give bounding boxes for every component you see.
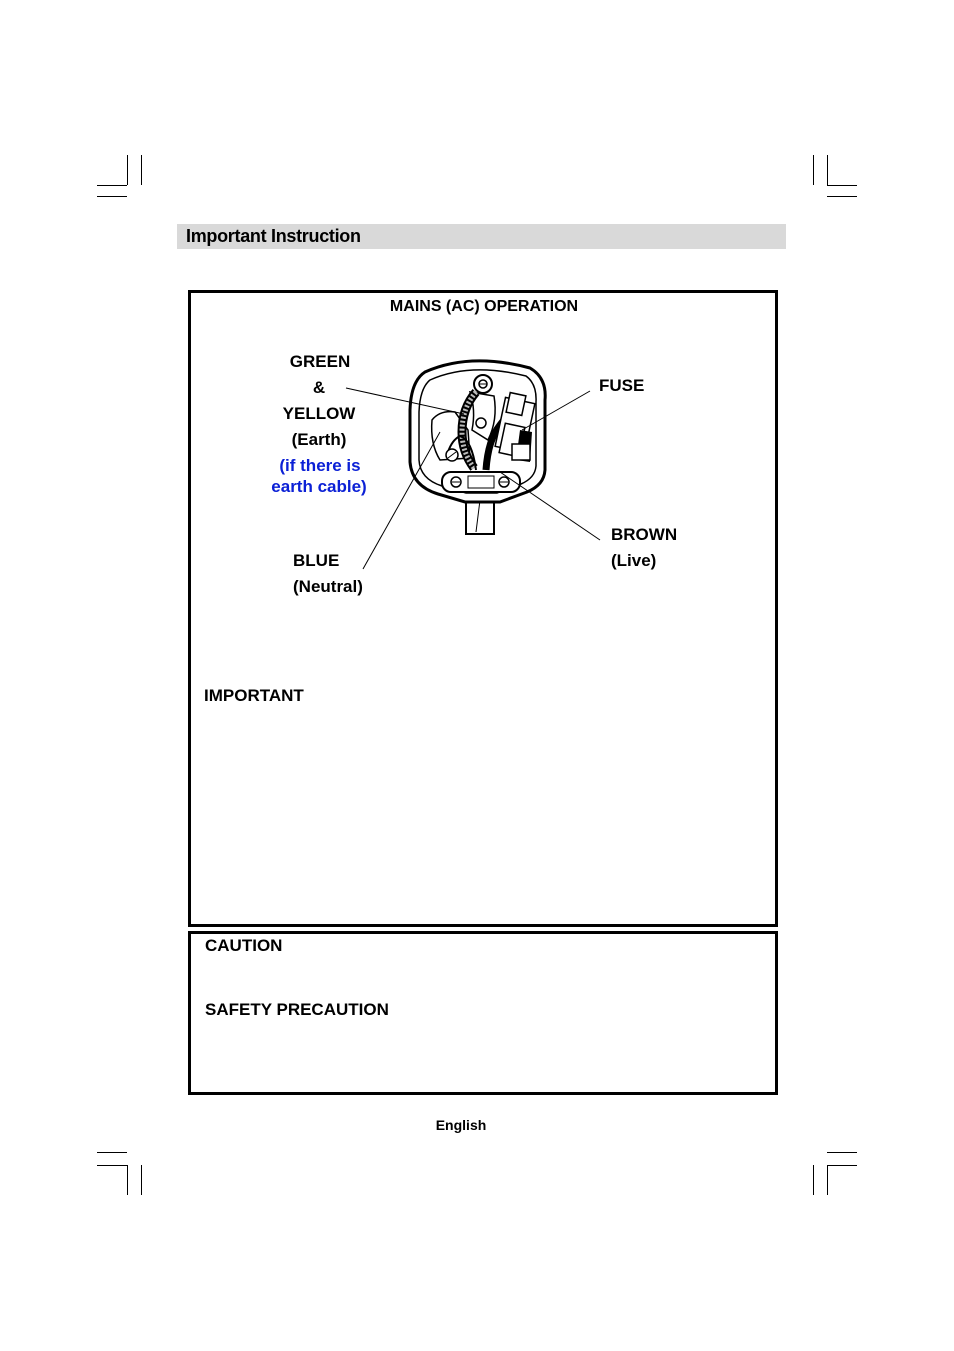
safety-precaution-heading: SAFETY PRECAUTION	[205, 1000, 389, 1019]
label-brown: BROWN	[611, 525, 678, 544]
mains-heading: MAINS (AC) OPERATION	[389, 298, 579, 315]
label-neutral: (Neutral)	[293, 577, 363, 596]
label-live: (Live)	[611, 551, 657, 570]
footer-language: English	[435, 1117, 487, 1133]
label-if-there-is: (if there is	[279, 456, 361, 475]
leader-blue	[363, 432, 440, 569]
label-blue: BLUE	[293, 551, 340, 570]
label-yellow: YELLOW	[282, 404, 356, 423]
label-fuse: FUSE	[599, 376, 645, 395]
important-heading: IMPORTANT	[204, 686, 304, 705]
label-ampersand: &	[312, 378, 326, 397]
label-earth: (Earth)	[291, 430, 347, 449]
label-earth-cable: earth cable)	[271, 477, 367, 496]
leader-brown	[500, 472, 600, 540]
section-title: Important Instruction	[186, 226, 361, 246]
cord-grip	[442, 472, 520, 492]
label-green: GREEN	[289, 352, 351, 371]
caution-heading: CAUTION	[205, 936, 283, 955]
